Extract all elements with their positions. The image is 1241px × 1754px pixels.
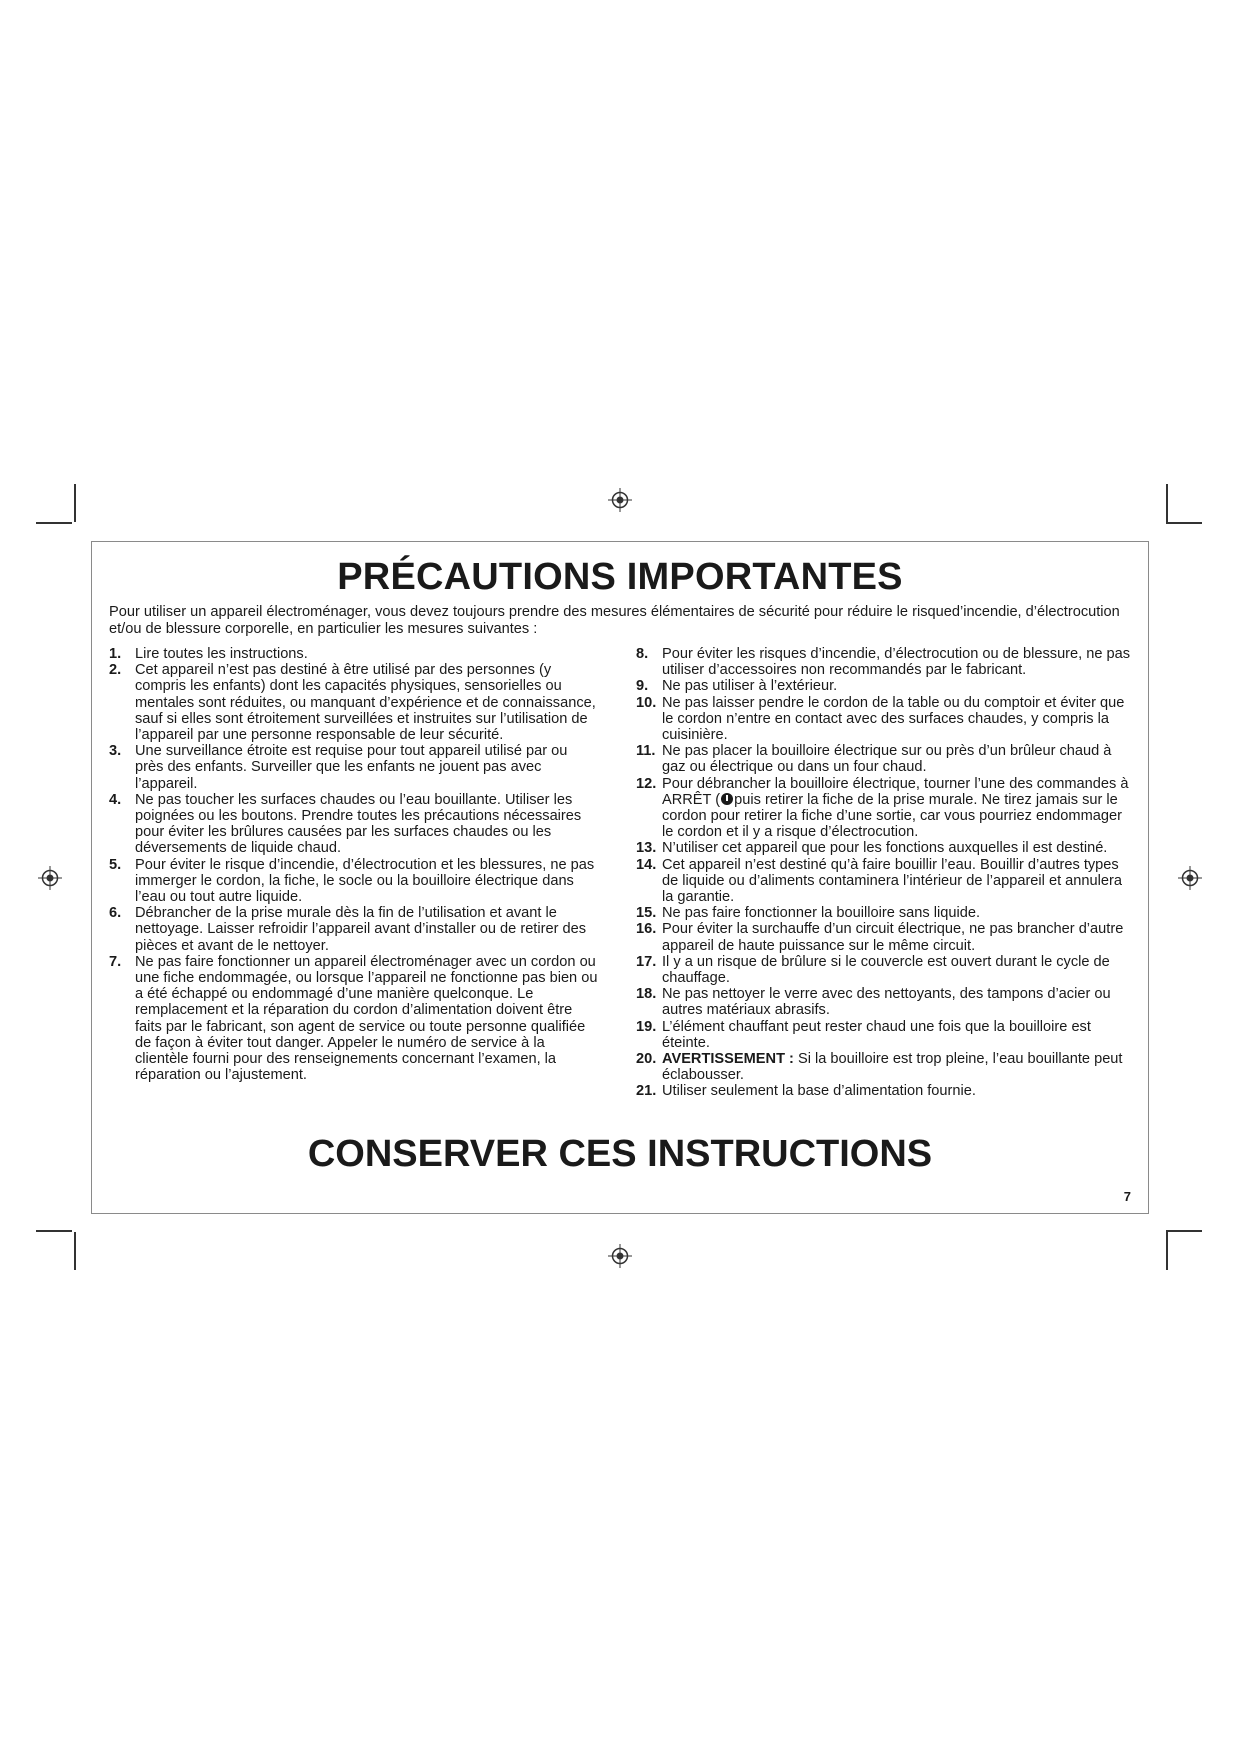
list-item xyxy=(636,678,1132,694)
crop-mark-bottom-right-horizontal xyxy=(1166,1230,1202,1232)
item-text: Débrancher de la prise murale dès la fin de l’utilisation et avant le nettoyage. Laisser refroidir l’appareil avant d’installer ou de retirer des pièces et avant de le nettoyer. xyxy=(135,905,587,954)
list-item xyxy=(636,646,1132,678)
item-text: Pour débrancher la bouilloire électrique, tourner l’une des commandes à ARRÊT ( xyxy=(662,775,1129,808)
list-item xyxy=(636,954,1132,986)
left-instructions-column xyxy=(109,646,599,1083)
page-frame xyxy=(91,541,1149,1214)
page-title: PRÉCAUTIONS IMPORTANTES xyxy=(337,556,903,598)
item-number: 21. xyxy=(636,1083,657,1100)
item-number: 2. xyxy=(109,662,122,679)
item-number: 19. xyxy=(636,1018,657,1035)
item-text: Ne pas faire fonctionner la bouilloire sans liquide. xyxy=(662,905,981,922)
item-number: 7. xyxy=(109,953,122,970)
list-item xyxy=(109,954,599,1084)
item-text: Cet appareil n’est destiné qu’à faire bouillir l’eau. Bouillir d’autres types de liquide ou d’aliments contaminera l’intérieur de l’appareil et annulera la garantie. xyxy=(662,856,1122,906)
item-number: 10. xyxy=(636,694,657,711)
list-item xyxy=(109,646,599,662)
list-item xyxy=(636,695,1132,744)
list-item xyxy=(636,1051,1132,1083)
registration-mark-icon xyxy=(38,866,62,890)
list-item xyxy=(636,905,1132,921)
crop-mark-bottom-left-vertical xyxy=(74,1232,76,1270)
item-number: 3. xyxy=(109,743,122,760)
item-number: 4. xyxy=(109,791,122,808)
page-number: 7 xyxy=(1123,1189,1131,1204)
item-text: Cet appareil n’est pas destiné à être utilisé par des personnes (y compris les enfants) dont les capacités physiques, sensorielles ou mentales sont réduites, ou manquant d’expérience et de connaissance, sauf si elles sont étroitement surveillées et instruites sur l’utilisation de l’appareil par une personne responsable de leur sécurité. xyxy=(135,662,596,744)
item-number: 1. xyxy=(109,646,122,662)
list-item xyxy=(636,1019,1132,1051)
crop-mark-bottom-left-horizontal xyxy=(36,1230,72,1232)
item-number: 16. xyxy=(636,921,657,938)
intro-paragraph: Pour utiliser un appareil électroménager, vous devez toujours prendre des mesures élémentaires de sécurité pour réduire le risqued’incendie, d’électrocution et/ou de blessure corporelle, en particulier les mesures suivantes : xyxy=(109,604,1120,637)
list-item xyxy=(636,986,1132,1018)
item-number: 14. xyxy=(636,856,657,873)
item-text: Ne pas toucher les surfaces chaudes ou l’eau bouillante. Utiliser les poignées ou les boutons. Prendre toutes les précautions nécessaires pour éviter les brûlures causées par les surfaces chaudes ou les déversements de liquide chaud. xyxy=(135,791,582,857)
item-text: Ne pas nettoyer le verre avec des nettoyants, des tampons d’acier ou autres matériaux abrasifs. xyxy=(662,986,1111,1019)
item-number: 20. xyxy=(636,1051,657,1068)
power-off-icon xyxy=(721,793,733,805)
item-text: Pour éviter la surchauffe d’un circuit électrique, ne pas brancher d’autre appareil de haute puissance sur le même circuit. xyxy=(662,921,1124,954)
item-text: Ne pas faire fonctionner un appareil électroménager avec un cordon ou une fiche endommagée, ou lorsque l’appareil ne fonctionne pas bien ou a été échappé ou endommagé d’une manière quelconque. Le remplacement et la réparation du cordon d’alimentation doivent être faits par le fabricant, son agent de service ou toute personne qualifiée de façon à éviter tout danger. Appeler le numéro de service à la clientèle fourni pour des renseignements concernant l’examen, la réparation ou l’ajustement. xyxy=(135,953,598,1084)
crop-mark-bottom-right-vertical xyxy=(1166,1232,1168,1270)
item-number: 5. xyxy=(109,856,122,873)
list-item xyxy=(109,662,599,743)
registration-mark-icon xyxy=(608,488,632,512)
item-number: 18. xyxy=(636,986,657,1003)
item-text: Ne pas laisser pendre le cordon de la table ou du comptoir et éviter que le cordon n’entre en contact avec des surfaces chaudes, y compris la cuisinière. xyxy=(662,694,1125,744)
list-item xyxy=(109,905,599,954)
list-item xyxy=(109,857,599,906)
item-text: L’élément chauffant peut rester chaud une fois que la bouilloire est éteinte. xyxy=(662,1018,1091,1051)
item-number: 6. xyxy=(109,905,122,922)
crop-mark-top-right-vertical xyxy=(1166,484,1168,522)
crop-mark-top-right-horizontal xyxy=(1166,522,1202,524)
list-item xyxy=(636,857,1132,906)
item-number: 17. xyxy=(636,953,657,970)
item-text: Ne pas placer la bouilloire électrique sur ou près d’un brûleur chaud à gaz ou électrique ou dans un four chaud. xyxy=(662,743,1112,776)
item-text: Une surveillance étroite est requise pour tout appareil utilisé par ou près des enfants. Surveiller que les enfants ne jouent pas avec l’appareil. xyxy=(135,743,568,792)
warning-label: AVERTISSEMENT : xyxy=(662,1051,794,1068)
item-text: Pour éviter les risques d’incendie, d’électrocution ou de blessure, ne pas utiliser d’accessoires non recommandés par le fabricant. xyxy=(662,646,1131,679)
list-item xyxy=(636,776,1132,841)
item-number: 12. xyxy=(636,775,657,792)
item-number: 15. xyxy=(636,905,657,922)
list-item xyxy=(636,921,1132,953)
item-text: Pour éviter le risque d’incendie, d’électrocution et les blessures, ne pas immerger le cordon, la fiche, le socle ou la bouilloire électrique dans l’eau ou tout autre liquide. xyxy=(135,856,595,906)
item-number: 11. xyxy=(636,743,656,760)
list-item xyxy=(109,792,599,857)
registration-mark-icon xyxy=(1178,866,1202,890)
crop-mark-top-left-vertical xyxy=(74,484,76,522)
item-text: puis retirer la fiche de la prise murale. Ne tirez jamais sur le cordon pour retirer la fiche d’une sortie, car vous pourriez endommager le cordon et il y a risque d’électrocution. xyxy=(662,791,1122,841)
item-text: Ne pas utiliser à l’extérieur. xyxy=(662,678,838,695)
item-text: Si la bouilloire est trop pleine, l’eau bouillante peut éclabousser. xyxy=(662,1051,1123,1084)
item-text: Il y a un risque de brûlure si le couvercle est ouvert durant le cycle de chauffage. xyxy=(662,953,1110,987)
item-text: Utiliser seulement la base d’alimentation fournie. xyxy=(662,1083,976,1100)
crop-mark-top-left-horizontal xyxy=(36,522,72,524)
registration-mark-icon xyxy=(608,1244,632,1268)
list-item xyxy=(636,840,1132,856)
list-item xyxy=(636,1083,1132,1099)
list-item xyxy=(109,743,599,792)
item-text: Lire toutes les instructions. xyxy=(135,646,308,662)
list-item xyxy=(636,743,1132,775)
item-number: 8. xyxy=(636,646,649,662)
right-instructions-column xyxy=(636,646,1132,1100)
item-text: N’utiliser cet appareil que pour les fonctions auxquelles il est destiné. xyxy=(662,840,1108,857)
footer-title: CONSERVER CES INSTRUCTIONS xyxy=(307,1133,933,1175)
item-number: 13. xyxy=(636,840,657,857)
item-number: 9. xyxy=(636,678,649,695)
